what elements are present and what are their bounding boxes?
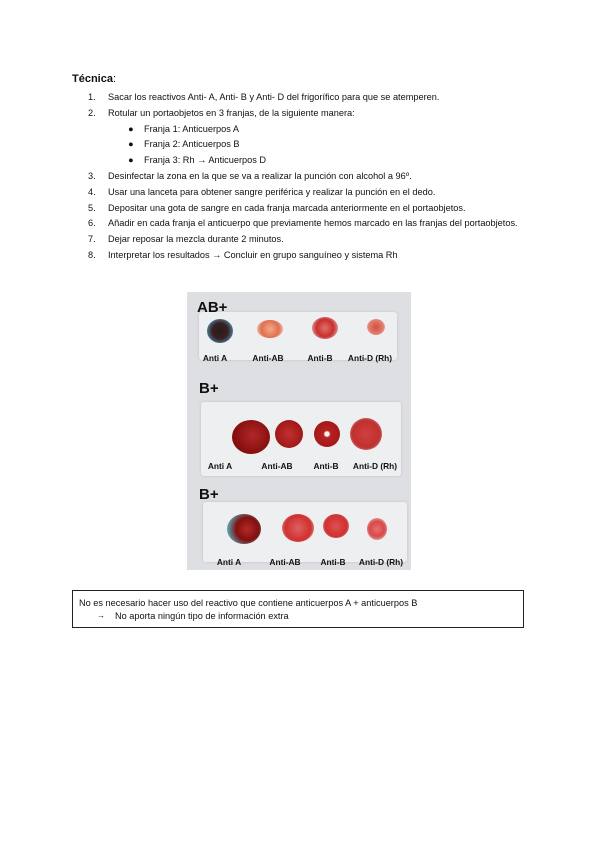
sub-item: ● Franja 3: Rh → Anticuerpos D <box>128 155 267 166</box>
spot-label: Anti A <box>202 353 228 363</box>
sub-item: ● Franja 1: Anticuerpos A <box>128 123 239 134</box>
blood-drop <box>207 319 233 343</box>
spot-label: Anti-D (Rh) <box>347 353 393 363</box>
step-item: 6. Añadir en cada franja el anticuerpo que previamente hemos marcado en las franjas del portaobjetos. <box>88 218 518 229</box>
blood-drop <box>282 514 314 542</box>
spot-label: Anti-D (Rh) <box>352 461 398 471</box>
spot-label: Anti-B <box>313 461 339 471</box>
sub-list <box>88 122 528 169</box>
blood-drop <box>350 418 382 450</box>
note-subtext: No aporta ningún tipo de información extra <box>115 611 289 621</box>
blood-drop <box>314 421 340 447</box>
sub-item: ● Franja 2: Anticuerpos B <box>128 139 240 150</box>
blood-drop <box>312 317 338 339</box>
group-label: B+ <box>199 486 219 503</box>
spot-label: Anti-AB <box>269 557 301 567</box>
blood-drop <box>323 514 349 538</box>
blood-drop <box>275 420 303 448</box>
group-label: AB+ <box>197 299 228 316</box>
arrow-icon: → <box>97 611 105 620</box>
spot-label: Anti A <box>207 461 233 471</box>
steps-list <box>88 90 528 264</box>
note-box <box>72 590 524 628</box>
step-item: 7. Dejar reposar la mezcla durante 2 minutos. <box>88 234 284 245</box>
blood-drop <box>232 420 270 454</box>
note-subline <box>79 611 517 621</box>
blood-drop <box>367 319 385 335</box>
section-title: Técnica: <box>72 73 117 85</box>
spot-label: Anti A <box>216 557 242 567</box>
step-item: 4. Usar una lanceta para obtener sangre periférica y realizar la punción en el dedo. <box>88 186 436 197</box>
blood-typing-photo <box>187 292 411 570</box>
step-item: 2. Rotular un portaobjetos en 3 franjas, de la siguiente manera: <box>88 107 355 118</box>
note-text: No es necesario hacer uso del reactivo que contiene anticuerpos A + anticuerpos B <box>79 598 418 608</box>
spot-label: Anti-AB <box>252 353 284 363</box>
step-item: 5. Depositar una gota de sangre en cada franja marcada anteriormente en el portaobjetos. <box>88 202 466 213</box>
spot-label: Anti-B <box>307 353 333 363</box>
spot-label: Anti-AB <box>261 461 293 471</box>
blood-drop <box>257 320 283 338</box>
blood-drop <box>227 514 261 544</box>
step-item: 8. Interpretar los resultados → Concluir en grupo sanguíneo y sistema Rh <box>88 249 398 260</box>
step-item: 1. Sacar los reactivos Anti- A, Anti- B y Anti- D del frigorífico para que se atemperen. <box>88 92 440 102</box>
group-label: B+ <box>199 380 219 397</box>
blood-drop <box>367 518 387 540</box>
step-item: 3. Desinfectar la zona en la que se va a realizar la punción con alcohol a 96º. <box>88 170 412 181</box>
spot-label: Anti-D (Rh) <box>358 557 404 567</box>
spot-label: Anti-B <box>320 557 346 567</box>
